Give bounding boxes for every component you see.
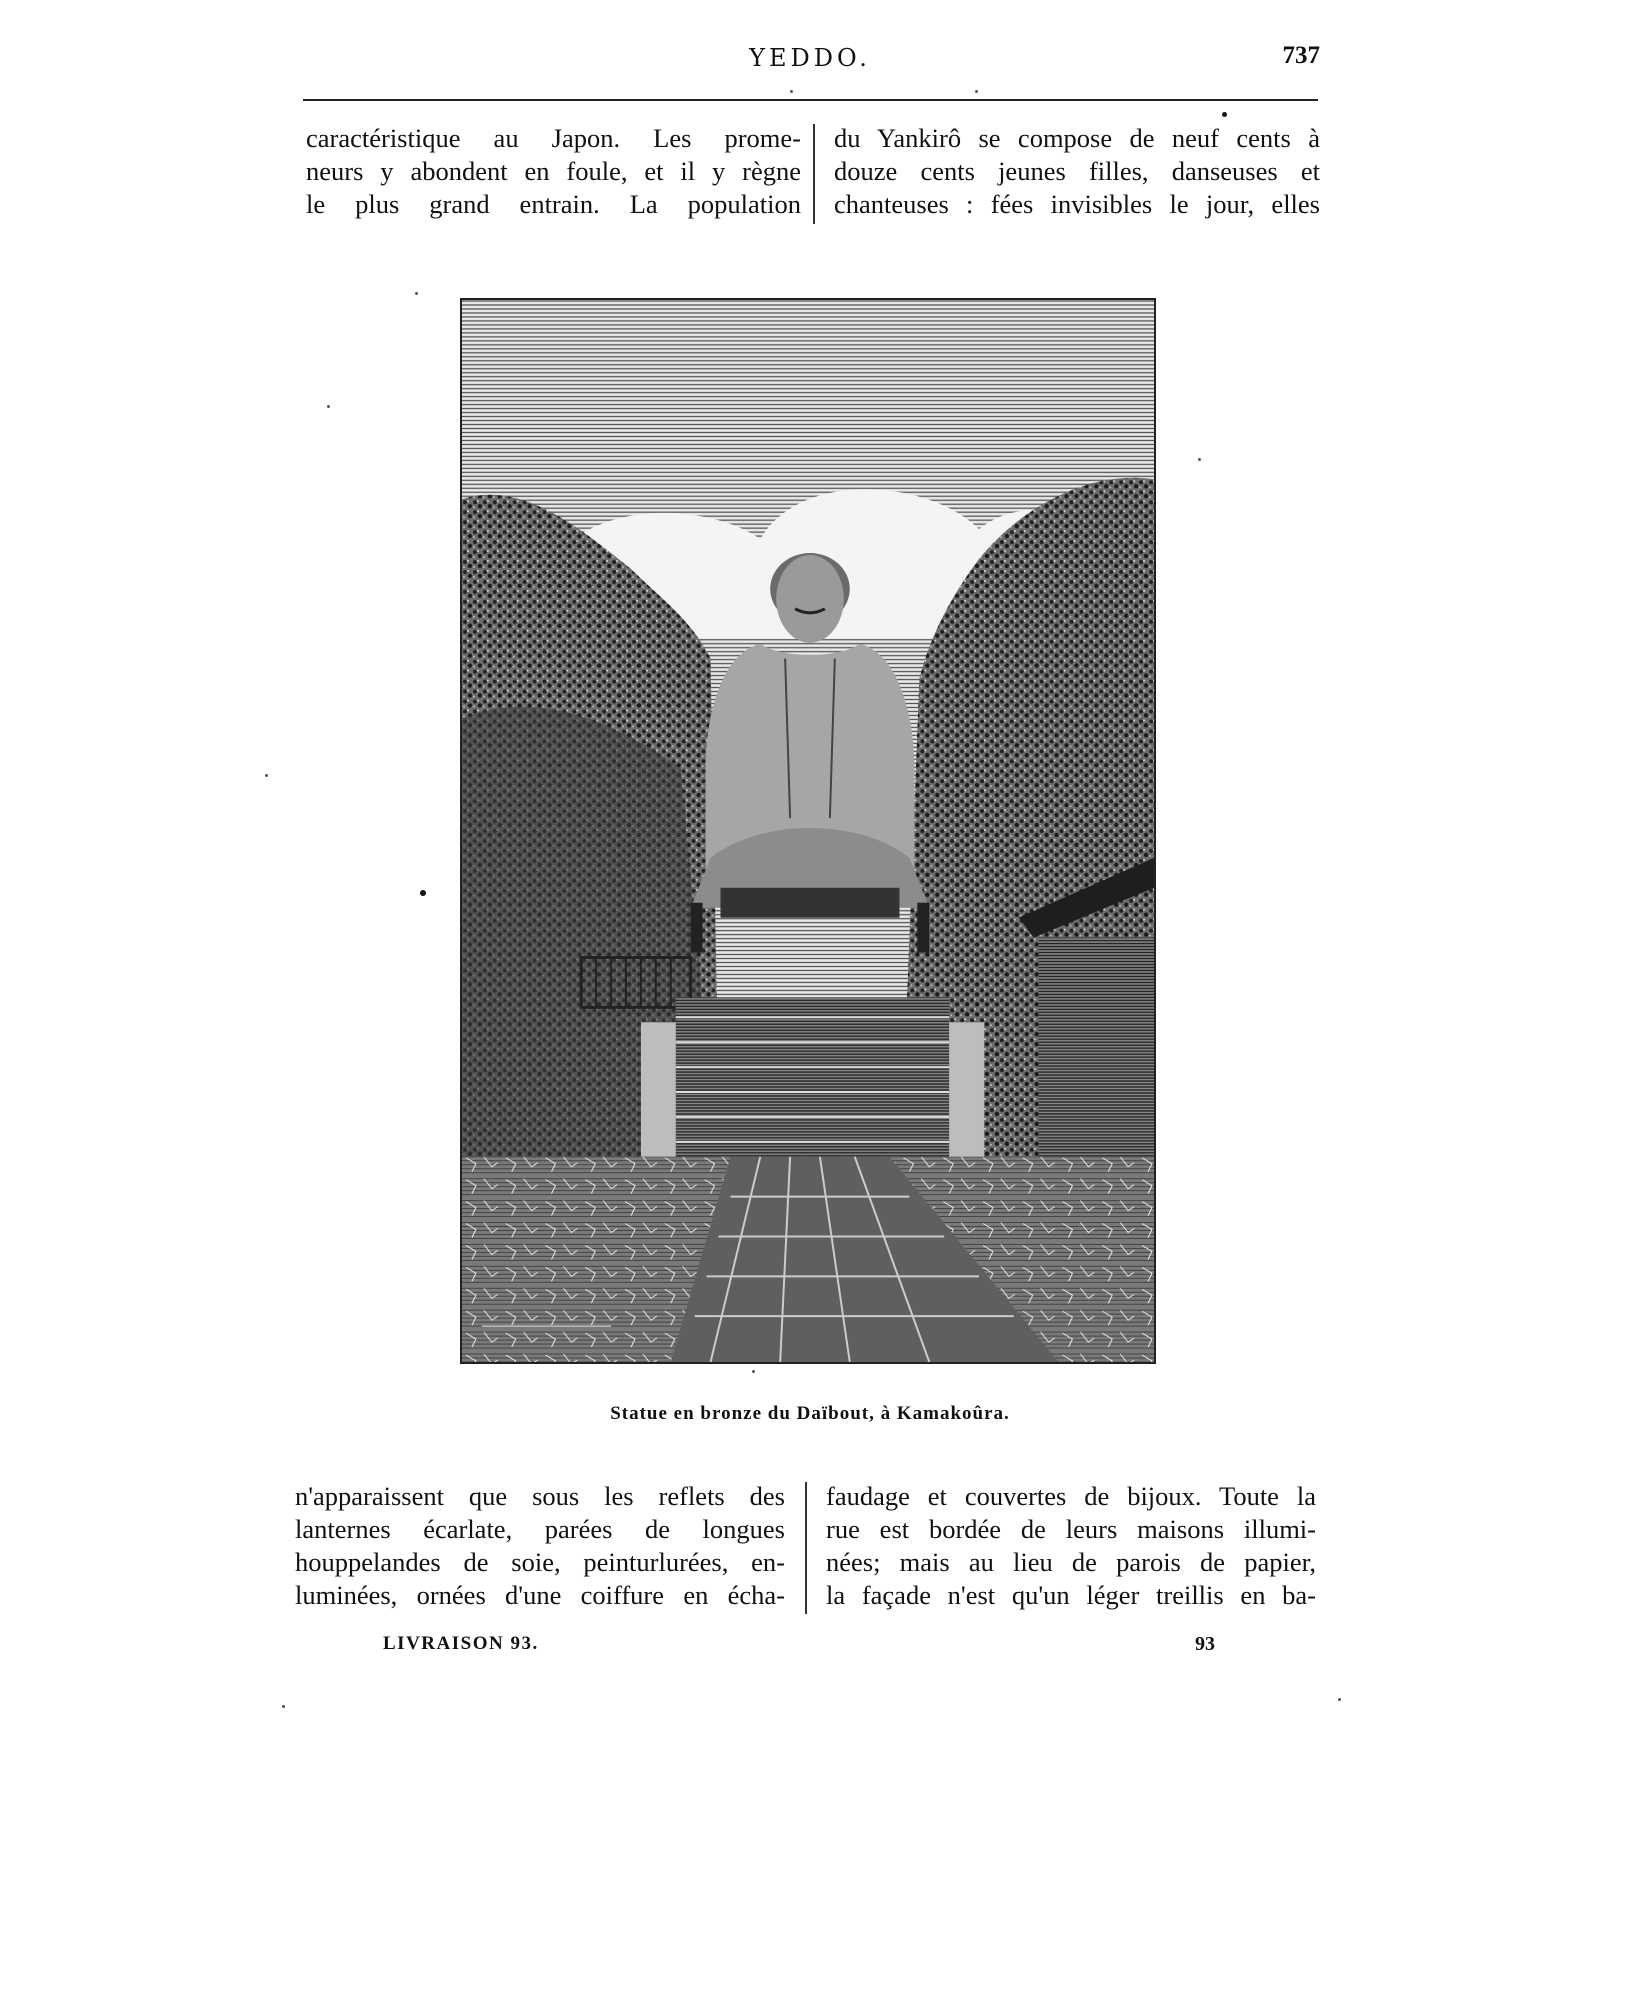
text-line: chanteuses : fées invisibles le jour, elles: [834, 189, 1320, 219]
scan-speck: [1222, 112, 1227, 117]
text-line: n'apparaissent que sous les reflets des: [295, 1481, 785, 1511]
text-line: lanternes écarlate, parées de longues: [295, 1514, 785, 1544]
column-bottom-right: [826, 1480, 1316, 1612]
scan-speck: [420, 890, 426, 896]
scan-speck: [282, 1705, 285, 1708]
printer-signature: LIVRAISON 93.: [383, 1633, 539, 1654]
running-title: YEDDO.: [749, 44, 871, 72]
header-rule: [303, 99, 1318, 101]
text-line: neurs y abondent en foule, et il y règne: [306, 156, 801, 186]
text-line: houppelandes de soie, peinturlurées, en-: [295, 1547, 785, 1577]
page-number: 737: [1282, 42, 1320, 69]
scan-speck: [265, 774, 268, 777]
engraving-illustration: [460, 298, 1156, 1364]
column-bottom-left: [295, 1480, 785, 1612]
column-rule-bottom: [805, 1482, 807, 1614]
text-line: faudage et couvertes de bijoux. Toute la: [826, 1481, 1316, 1511]
text-line: douze cents jeunes filles, danseuses et: [834, 156, 1320, 186]
column-rule-top: [813, 124, 815, 224]
scan-speck: [1338, 1698, 1341, 1701]
scan-speck: [415, 292, 418, 295]
text-line: rue est bordée de leurs maisons illumi-: [826, 1514, 1316, 1544]
scan-speck: [327, 405, 330, 408]
column-top-right: [834, 122, 1320, 221]
text-line: la façade n'est qu'un léger treillis en ba-: [826, 1580, 1316, 1610]
text-line: luminées, ornées d'une coiffure en écha-: [295, 1580, 785, 1610]
text-line: nées; mais au lieu de parois de papier,: [826, 1547, 1316, 1577]
text-line: caractéristique au Japon. Les prome-: [306, 123, 801, 153]
column-top-left: [306, 122, 801, 221]
running-head: [300, 40, 1320, 80]
scan-speck: [1198, 458, 1201, 461]
scan-speck: [790, 90, 793, 93]
text-line: le plus grand entrain. La population: [306, 189, 801, 219]
figure-caption: Statue en bronze du Daïbout, à Kamakoûra.: [610, 1403, 1010, 1424]
scan-speck: [752, 1370, 755, 1373]
scan-speck: [975, 90, 978, 93]
signature-mark: 93: [1195, 1633, 1215, 1655]
text-line: du Yankirô se compose de neuf cents à: [834, 123, 1320, 153]
